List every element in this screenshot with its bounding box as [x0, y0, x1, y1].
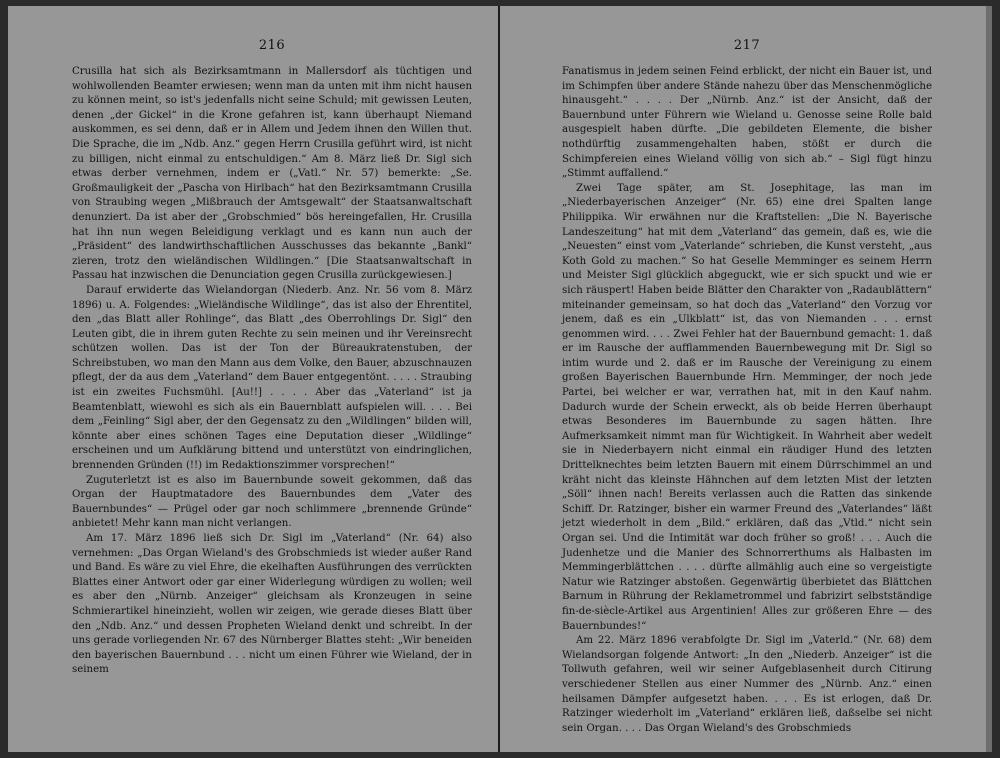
right-paragraph-3: Am 22. März 1896 verabfolgte Dr. Sigl im „Vaterld.“ (Nr. 68) dem Wielandsorgan folgende Antwort: „In den „Niederb. Anzeiger“ ist die Tollwuth gefahren, weil wir seiner Aufgeblasenheit durch Citirung verschiedener Stellen aus einer Nummer des „Nürnb. Anz.“ einen heilsamen Dämpfer aufgesetzt haben. . . . Es ist erlogen, daß Dr. Ratzinger wiederholt im „Vaterland“ erklären ließ, daßselbe sei nicht sein Organ. . . . Das Organ Wieland's des Grobschmieds [562, 635, 932, 734]
right-page-number: 217 [733, 38, 761, 53]
right-paragraph-2: Zwei Tage später, am St. Josephitage, las man im „Niederbayerischen Anzeiger“ (Nr. 65) eine drei Spalten lange Philippika. Wir erwähnen nur die Kraftstellen: „Die N. Bayerische Landeszeitung“ hat mit dem „Vaterland“ das gemein, daß es, wie die „Neuesten“ einst vom „Vaterlande“ schrieben, die Kunst versteht, „aus Koth Gold zu machen.“ So hat Geselle Memminger es seinem Herrn und Meister Sigl glücklich abgeguckt, wie er sich spuckt und wie er sich räuspert! Haben beide Blätter den Charakter von „Radaublättern“ miteinander gemeinsam, so hat doch das „Vaterland“ den Vorzug vor jenem, daß es ein „Ulkblatt“ ist, das von Niemanden . . . ernst genommen wird. . . . Zwei Fehler hat der Bauernbund gemacht: 1. daß er im Rausche der aufflammenden Bauernbewegung mit Dr. Sigl so intim wurde und 2. daß er im Rausche der Vereinigung zu einem großen Bayerischen Bauernbunde Hrn. Memminger, der noch jede Partei, bei welcher er war, verrathen hat, mit in den Kauf nahm. Dadurch wurde der Schein erweckt, als ob beide Herren überhaupt etwas Besonderes im Bauernbunde zu sagen hätten. Ihre Aufmerksamkeit nimmt man für Wichtigkeit. In Wahrheit aber wedelt sie in Niederbayern nicht einmal ein räudiger Hund des letzten Drittelknechtes beim letzten Bauern mit einem Dürrschimmel an und kräht nicht das kleinste Hähnchen auf dem letzten Mist der letzten „Söll“ ihnen nach! Bereits verlassen auch die Ratten das sinkende Schiff. Dr. Ratzinger, bisher ein warmer Freund des „Vaterlandes“ läßt jetzt wiederholt in dem „Bild.“ erklären, daß das „Vtld.“ nicht sein Organ sei. Und die Intimität war doch früher so groß! . . . Auch die Judenhetze und die Manier des Schnorrerthums als Halbasten im Memmingerblättchen . . . . dürfte allmählig auch eine so vergeistigte Natur wie Ratzinger abstoßen. Gegenwärtig überbietet das Blättchen Barnum in Rührung der Reklametrommel und fabrizirt selbstständige fin-de-siècle-Artikel aus Argentinien! Alles zur größeren Ehre — des Bauernbundes!“ [562, 182, 932, 632]
right-page-text [562, 65, 932, 736]
left-paragraph-1: Crusilla hat sich als Bezirksamtmann in Mallersdorf als tüchtigen und wohlwollenden Beamter erwiesen; wenn man da unten mit ihm nicht hausen zu können meint, so ist's jedenfalls nicht seine Schuld; mit gewissen Leuten, denen „der Gickel“ in die Krone gefahren ist, kann überhaupt Niemand auskommen, es sei denn, daß er in Allem und Jedem ihnen den Willen thut. Die Sprache, die im „Ndb. Anz.“ gegen Herrn Crusilla geführt wird, ist nicht zu billigen, nicht einmal zu entschuldigen.“ Am 8. März ließ Dr. Sigl sich etwas derber vernehmen, indem er („Vatl.“ Nr. 57) bemerkte: „Se. Großmauligkeit der „Pascha von Hirlbach“ hat den Bezirksamtmann Crusilla von Straubing wegen „Mißbrauch der Amtsgewalt“ der Staatsanwaltschaft denunziert. Da ist aber der „Grobschmied“ bös hereingefallen, Hr. Crusilla hat ihn nun wegen Beleidigung verklagt und es kann nun auch der „Präsident“ des landwirthschaftlichen Ausschusses das bekannte „Bankl“ zieren, trotz den wieländischen Wildlingen.“ [Die Staatsanwaltschaft in Passau hat inzwischen die Denunciation gegen Crusilla zurückgewiesen.] [72, 66, 472, 282]
left-page [8, 6, 498, 752]
right-page [500, 6, 992, 752]
right-paragraph-1: Fanatismus in jedem seinen Feind erblickt, der nicht ein Bauer ist, und im Schimpfen über andere Stände nahezu über das Menschenmögliche hinausgeht.“ . . . . Der „Nürnb. Anz.“ ist der Ansicht, daß der Bauernbund unter Führern wie Wieland u. Genosse seine Rolle bald ausgespielt haben dürfte. „Die gebildeten Elemente, die bisher nothdürftig zusammengehalten haben, stößt er durch die Schimpfereien eines Wieland völlig von sich ab.“ – Sigl fügt hinzu „Stimmt auffallend.“ [562, 66, 932, 180]
left-page-text [72, 65, 472, 678]
left-paragraph-3: Zuguterletzt ist es also im Bauernbunde soweit gekommen, daß das Organ der Hauptmatadore des Bauernbundes dem „Vater des Bauernbundes“ — Prügel oder gar noch schlimmere „brennende Gründe“ anbietet! Mehr kann man nicht verlangen. [72, 474, 472, 530]
left-paragraph-2: Darauf erwiderte das Wielandorgan (Niederb. Anz. Nr. 56 vom 8. März 1896) u. A. Folgendes: „Wieländische Wildlinge“, das ist also der Ehrentitel, den „das Blatt aller Rohlinge“, das Blatt „des Oberrohlings Dr. Sigl“ den Leuten gibt, die in ihrem guten Rechte zu sein meinen und ihr Vereinsrecht schützen wollen. Das ist der Ton der Büreaukratenstuben, der Schreibstuben, wo man den Mann aus dem Volke, den Bauer, abzuschnauzen pflegt, der da aus dem „Vaterland“ dem Bauer entgegentönt. . . . . Straubing ist ein zweites Fuchsmühl. [Au!!] . . . . Aber das „Vaterland“ ist ja Beamtenblatt, wiewohl es sich als ein Bauernblatt aufspielen will. . . . Bei dem „Feinling“ Sigl aber, der den Gegensatz zu den „Wildlingen“ bilden will, könnte aber eines schönen Tages eine Deputation dieser „Wildlinge“ erscheinen und um Aufklärung bittend und unterstützt von eindringlichen, brennenden Gründen (!!) im Redaktionszimmer vorsprechen!“ [72, 284, 472, 472]
left-page-number: 216 [258, 38, 286, 53]
right-page-edge [986, 6, 992, 752]
left-paragraph-4: Am 17. März 1896 ließ sich Dr. Sigl im „Vaterland“ (Nr. 64) also vernehmen: „Das Organ Wieland's des Grobschmieds ist wieder außer Rand und Band. Es wäre zu viel Ehre, die ekelhaften Ausführungen des verrückten Blattes einer Antwort oder gar einer Widerlegung würdigen zu wollen; weil es aber den „Nürnb. Anzeiger“ gleichsam als Kronzeugen in seine Schmierartikel hineinzieht, wollen wir zeigen, wie gerade dieses Blatt über den „Ndb. Anz.“ und dessen Propheten Wieland denkt und schreibt. In der uns gerade vorliegenden Nr. 67 des Nürnberger Blattes steht: „Wir beneiden den bayerischen Bauernbund . . . nicht um einen Führer wie Wieland, der in seinem [72, 533, 472, 676]
book-spread [8, 6, 992, 752]
